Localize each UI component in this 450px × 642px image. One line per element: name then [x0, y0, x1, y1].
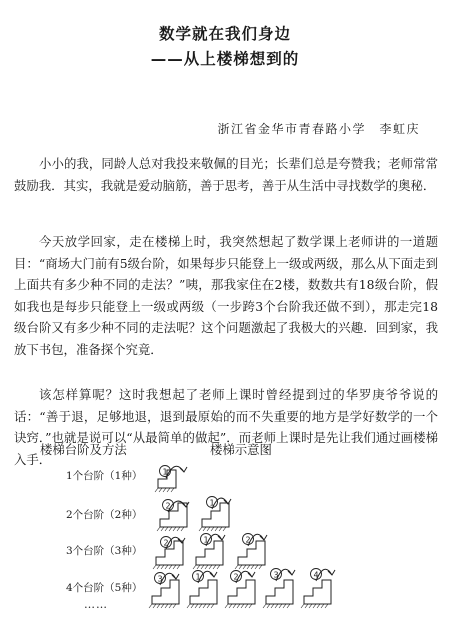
page-title: 数学就在我们身边 [158, 25, 291, 43]
ground-hatch [169, 527, 172, 531]
ground-hatch [163, 488, 166, 492]
ground-hatch [283, 604, 286, 608]
page-subtitle: ——从上楼梯想到的 [150, 50, 300, 68]
row-label-2: 2个台阶（2种） [66, 509, 143, 521]
ground-hatch [195, 604, 198, 608]
step-number: 4 [313, 570, 319, 580]
staircase [238, 541, 265, 565]
ground-hatch [191, 604, 194, 608]
ground-hatch [237, 604, 240, 608]
ground-hatch [317, 604, 320, 608]
figure-header-diagram: 楼梯示意图 [210, 442, 272, 457]
ground-hatch [173, 565, 176, 569]
ground-hatch [223, 527, 226, 531]
ground-hatch [239, 565, 242, 569]
ground-hatch [259, 565, 262, 569]
ground-hatch [161, 604, 164, 608]
ground-hatch [199, 604, 202, 608]
row-label-4: 4个台阶（5种） [66, 582, 143, 594]
ground-hatch [201, 565, 204, 569]
ground-hatch [247, 565, 250, 569]
ground-hatch [309, 604, 312, 608]
step-number: 3 [157, 574, 163, 584]
ground-hatch [229, 604, 232, 608]
ground-hatch [165, 527, 168, 531]
ground-hatch [263, 604, 266, 608]
ground-hatch [251, 565, 254, 569]
ground-hatch [321, 604, 324, 608]
step-number: 2 [165, 501, 171, 511]
ground-hatch [157, 565, 160, 569]
ground-hatch [157, 604, 160, 608]
ground-hatch [165, 565, 168, 569]
ground-hatch [211, 527, 214, 531]
ground-hatch [305, 604, 308, 608]
ground-hatch [181, 527, 184, 531]
ground-hatch [217, 565, 220, 569]
ground-hatch [267, 604, 270, 608]
ground-hatch [271, 604, 274, 608]
staircase [190, 580, 217, 604]
row-label-3: 3个台阶（3种） [66, 545, 143, 557]
staircase [152, 580, 179, 604]
paragraph-3: 该怎样算呢？这时我想起了老师上课时曾经提到过的华罗庚爷爷说的话：“善于退，足够地退，退到最原始的而不失重要的地方是学好数学的一个诀窍．”也就是说可以“从最简单的做起”．而老师上课时是先让我们通过画楼梯入手． [14, 387, 438, 467]
ground-hatch [193, 565, 196, 569]
author-line: 浙江省金华市青春路小学 李虹庆 [217, 122, 420, 136]
step-number: 1 [209, 498, 215, 508]
ground-hatch [165, 604, 168, 608]
ground-hatch [241, 604, 244, 608]
ellipsis-more: …… [84, 598, 108, 611]
ground-hatch [233, 604, 236, 608]
ground-hatch [155, 488, 158, 492]
ground-hatch [177, 527, 180, 531]
jump-arrow [166, 466, 184, 478]
paragraph-1: 小小的我，同龄人总对我投来敬佩的目光；长辈们总是夸赞我；老师常常鼓励我．其实，我就是爱动脑筋，善于思考，善于从生活中寻找数学的奥秘． [14, 156, 438, 193]
staircase [156, 538, 183, 565]
ground-hatch [219, 527, 222, 531]
step-number: 1 [195, 572, 201, 582]
ground-hatch [207, 527, 210, 531]
ground-hatch [197, 565, 200, 569]
ground-hatch [159, 488, 162, 492]
ground-hatch [249, 604, 252, 608]
ground-hatch [203, 527, 206, 531]
ground-hatch [225, 604, 228, 608]
paragraph-2: 今天放学回家，走在楼梯上时，我突然想起了数学课上老师讲的一道题目：“商场大门前有5级台阶，如果每步只能登上一级或两级，那么从下面走到上面共有多少种不同的走法？”咦，那我家住在2楼，数数共有18级台阶，假如我也是每步只能登上一级或两级（一步跨3个台阶我还做不到），那走完18级台阶又有多少种不同的走法呢？这个问题激起了我极大的兴趣．回到家，我放下书包，准备探个究竟． [14, 234, 438, 357]
ground-hatch [167, 488, 170, 492]
staircase [196, 541, 223, 565]
ground-hatch [149, 604, 152, 608]
ground-hatch [173, 527, 176, 531]
ground-hatch [177, 565, 180, 569]
step-number: 2 [163, 538, 169, 548]
ground-hatch [161, 565, 164, 569]
ground-hatch [153, 604, 156, 608]
step-number: 2 [233, 572, 239, 582]
staircase [304, 580, 331, 604]
ground-hatch [207, 604, 210, 608]
ground-hatch [161, 527, 164, 531]
ground-hatch [235, 565, 238, 569]
step-number: 2 [245, 535, 251, 545]
ground-hatch [245, 604, 248, 608]
ground-hatch [153, 565, 156, 569]
ground-hatch [209, 565, 212, 569]
ground-hatch [275, 604, 278, 608]
ground-hatch [211, 604, 214, 608]
step-number: 1 [203, 535, 209, 545]
row-label-1: 1个台阶（1种） [66, 470, 143, 482]
ground-hatch [173, 604, 176, 608]
ground-hatch [203, 604, 206, 608]
step-number: 1 [162, 467, 168, 477]
ground-hatch [301, 604, 304, 608]
ground-hatch [169, 565, 172, 569]
ground-hatch [213, 565, 216, 569]
staircase [228, 580, 255, 604]
ground-hatch [215, 527, 218, 531]
ground-hatch [157, 527, 160, 531]
ground-hatch [171, 488, 174, 492]
ground-hatch [243, 565, 246, 569]
step-number: 3 [273, 570, 279, 580]
ground-hatch [199, 527, 202, 531]
figure-header-methods: 楼梯台阶及方法 [40, 442, 127, 457]
ground-hatch [187, 604, 190, 608]
ground-hatch [205, 565, 208, 569]
ground-hatch [287, 604, 290, 608]
ground-hatch [325, 604, 328, 608]
staircase [266, 580, 293, 604]
ground-hatch [169, 604, 172, 608]
ground-hatch [255, 565, 258, 569]
ground-hatch [279, 604, 282, 608]
ground-hatch [313, 604, 316, 608]
